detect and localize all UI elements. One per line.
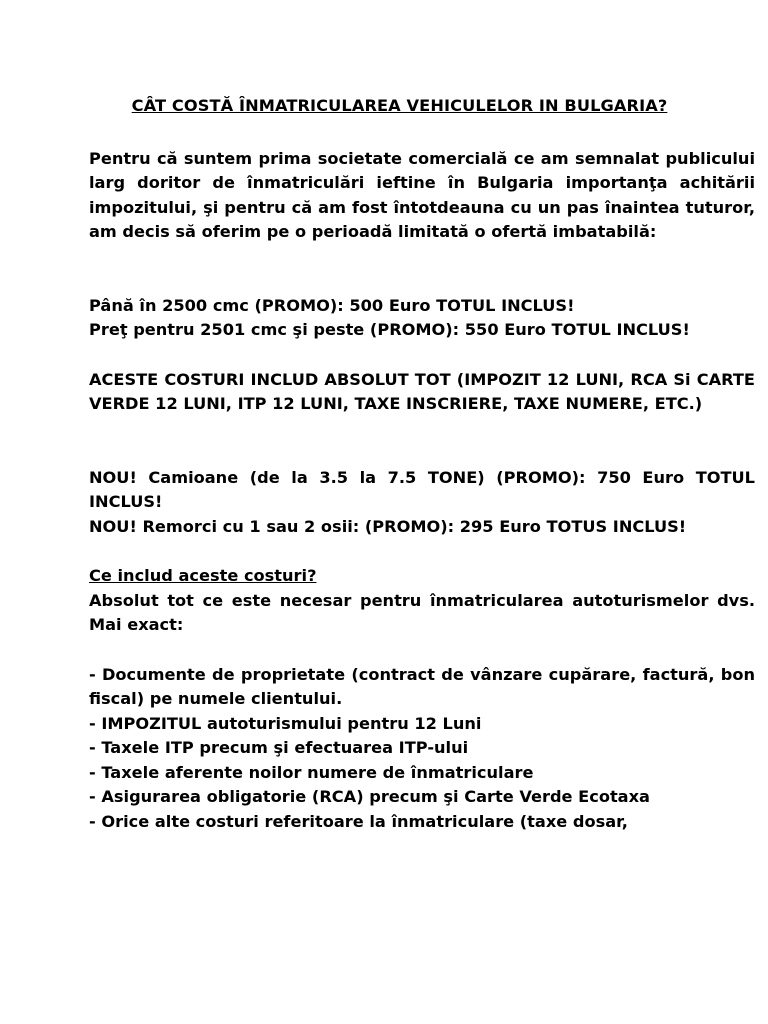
list-item: - Orice alte costuri referitoare la înmatriculare (taxe dosar, [89, 811, 628, 831]
price-list [89, 294, 755, 343]
trailers-offer: NOU! Remorci cu 1 sau 2 osii: (PROMO): 295 Euro TOTUS INCLUS! [89, 516, 687, 536]
costs-include-paragraph: ACESTE COSTURI INCLUD ABSOLUT TOT (IMPOZIT 12 LUNI, RCA Si CARTE VERDE 12 LUNI, ITP 12 LUNI, TAXE INSCRIERE, TAXE NUMERE, ETC.) [89, 369, 755, 413]
price-over-2501cc: Preţ pentru 2501 cmc şi peste (PROMO): 550 Euro TOTUL INCLUS! [89, 320, 690, 339]
included-items-list [89, 663, 755, 835]
list-item: - Taxele aferente noilor numere de înmatriculare [89, 762, 534, 782]
list-item: - IMPOZITUL autoturismului pentru 12 Luni [89, 713, 482, 733]
list-item: - Asigurarea obligatorie (RCA) precum şi Carte Verde Ecotaxa [89, 787, 650, 806]
document-page [89, 94, 755, 834]
trucks-offer: NOU! Camioane (de la 3.5 la 7.5 TONE) (PROMO): 750 Euro TOTUL INCLUS! [89, 467, 755, 511]
costs-answer: Absolut tot ce este necesar pentru înmatricularea autoturismelor dvs. Mai exact: [89, 590, 755, 634]
list-item: - Documente de proprietate (contract de vânzare cupărare, factură, bon fiscal) pe numele clientului. [89, 664, 755, 708]
list-item: - Taxele ITP precum şi efectuarea ITP-ului [89, 738, 469, 757]
news-offers [89, 466, 755, 540]
intro-paragraph: Pentru că suntem prima societate comercială ce am semnalat publicului larg doritor de înmatriculări ieftine în Bulgaria importanţa achitării impozitului, şi pentru că am fost întotdeauna cu un pas înaintea tuturor, am decis să oferim pe o perioadă limitată o ofertă imbatabilă: [89, 148, 755, 241]
document-title: CÂT COSTĂ ÎNMATRICULAREA VEHICULELOR IN BULGARIA? [131, 96, 668, 115]
costs-question-heading: Ce includ aceste costuri? [89, 566, 317, 585]
price-up-to-2500cc: Până în 2500 cmc (PROMO): 500 Euro TOTUL INCLUS! [89, 295, 575, 315]
